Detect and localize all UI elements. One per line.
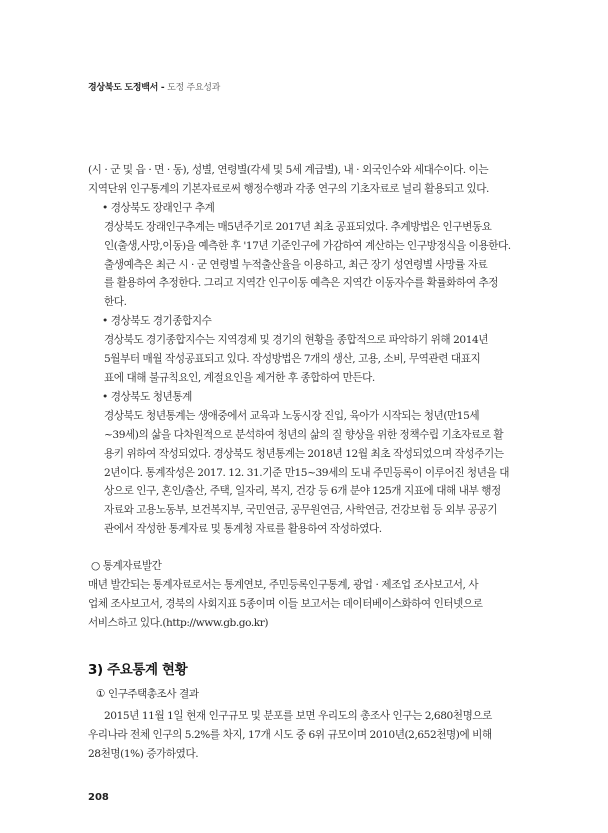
- body-line: 경상북도 경기종합지수는 지역경제 및 경기의 현황을 종합적으로 파악하기 위해 2014년: [104, 334, 489, 347]
- body-line: ~39세)의 삶을 다차원적으로 분석하여 청년의 삶의 질 향상을 위한 정책수립 기초자료로 활: [104, 428, 504, 441]
- subsection-heading: ① 인구주택총조사 결과: [96, 688, 199, 700]
- body-line: 우리나라 전체 인구의 5.2%를 차지, 17개 시도 중 6위 규모이며 2010년(2,652천명)에 비해: [88, 729, 492, 741]
- publish-heading: ○ 통계자료발간: [91, 560, 162, 573]
- body-line: 2015년 11월 1일 현재 인구규모 및 분포를 보면 우리도의 총조사 인구는 2,680천명으로: [104, 710, 492, 722]
- body-line: 용키 위하여 작성되었다. 경상북도 청년통계는 2018년 12월 최초 작성되었으며 작성주기는: [104, 447, 504, 460]
- body-line: 상으로 인구, 혼인/출산, 주택, 일자리, 복지, 건강 등 6개 분야 125개 지표에 대해 내부 행정: [104, 485, 501, 498]
- book-title: 경상북도 도정백서: [88, 83, 158, 93]
- page-number: 208: [88, 792, 109, 803]
- body-line: 매년 발간되는 통계자료로서는 통계연보, 주민등록인구통계, 광업 · 제조업 조사보고서, 사: [88, 579, 479, 592]
- bullet-heading-population-projection: • 경상북도 장래인구 추계: [102, 201, 215, 214]
- bullet-heading-youth-statistics: • 경상북도 청년통계: [102, 390, 192, 403]
- body-line: 한다.: [104, 296, 127, 309]
- body-line: 를 활용하여 추정한다. 그리고 지역간 인구이동 예측은 지역간 이동자수를 확률화하여 추정: [104, 277, 499, 290]
- body-line: 28천명(1%) 증가하였다.: [88, 748, 199, 760]
- body-line: 5월부터 매월 작성공표되고 있다. 작성방법은 7개의 생산, 고용, 소비, 무역관련 대표지: [104, 353, 481, 366]
- body-line: 업체 조사보고서, 경북의 사회지표 5종이며 이들 보고서는 데이터베이스화하여 인터넷으로: [88, 597, 483, 610]
- body-line: 인(출생,사망,이동)을 예측한 후 '17년 기준인구에 가감하여 계산하는 인구방정식을 이용한다.: [104, 239, 511, 252]
- section-title: 도정 주요성과: [167, 83, 221, 93]
- body-line: 표에 대해 불규칙요인, 계절요인을 제거한 후 종합하여 만든다.: [104, 371, 375, 384]
- header-separator: -: [158, 83, 168, 93]
- bullet-heading-economic-index: • 경상북도 경기종합지수: [102, 315, 212, 328]
- body-line: (시 · 군 및 읍 · 면 · 동), 성별, 연령별(각세 및 5세 계급별), 내 · 외국인수와 세대수이다. 이는: [88, 164, 489, 176]
- census-text: [88, 707, 525, 764]
- running-header: [88, 80, 220, 93]
- body-line: 경상북도 청년통계는 생애중에서 교육과 노동시장 진입, 육아가 시작되는 청년(만15세: [104, 409, 480, 422]
- body-line: 자료와 고용노동부, 보건복지부, 국민연금, 공무원연금, 사학연금, 건강보험 등 외부 공공기: [104, 504, 498, 517]
- body-line: 2년이다. 통계작성은 2017. 12. 31.기준 만15~39세의 도내 주민등록이 이루어진 청년을 대: [104, 466, 509, 479]
- body-line: 관에서 작성한 통계자료 및 통계청 자료를 활용하여 작성하였다.: [104, 523, 382, 536]
- body-line: 지역단위 인구통계의 기본자료로써 행정수행과 각종 연구의 기초자료로 널리 활용되고 있다.: [88, 182, 489, 195]
- body-line: 경상북도 장래인구추계는 매5년주기로 2017년 최초 공표되었다. 추계방법은 인구변동요: [104, 220, 492, 233]
- body-line: 출생예측은 최근 시 · 군 연령별 누적출산율을 이용하고, 최근 장기 성연령별 사망률 자료: [104, 258, 488, 271]
- body-line: 서비스하고 있다.(http://www.gb.go.kr): [88, 616, 269, 629]
- body-text: [88, 161, 525, 633]
- section-heading: 3) 주요통계 현황: [88, 662, 188, 678]
